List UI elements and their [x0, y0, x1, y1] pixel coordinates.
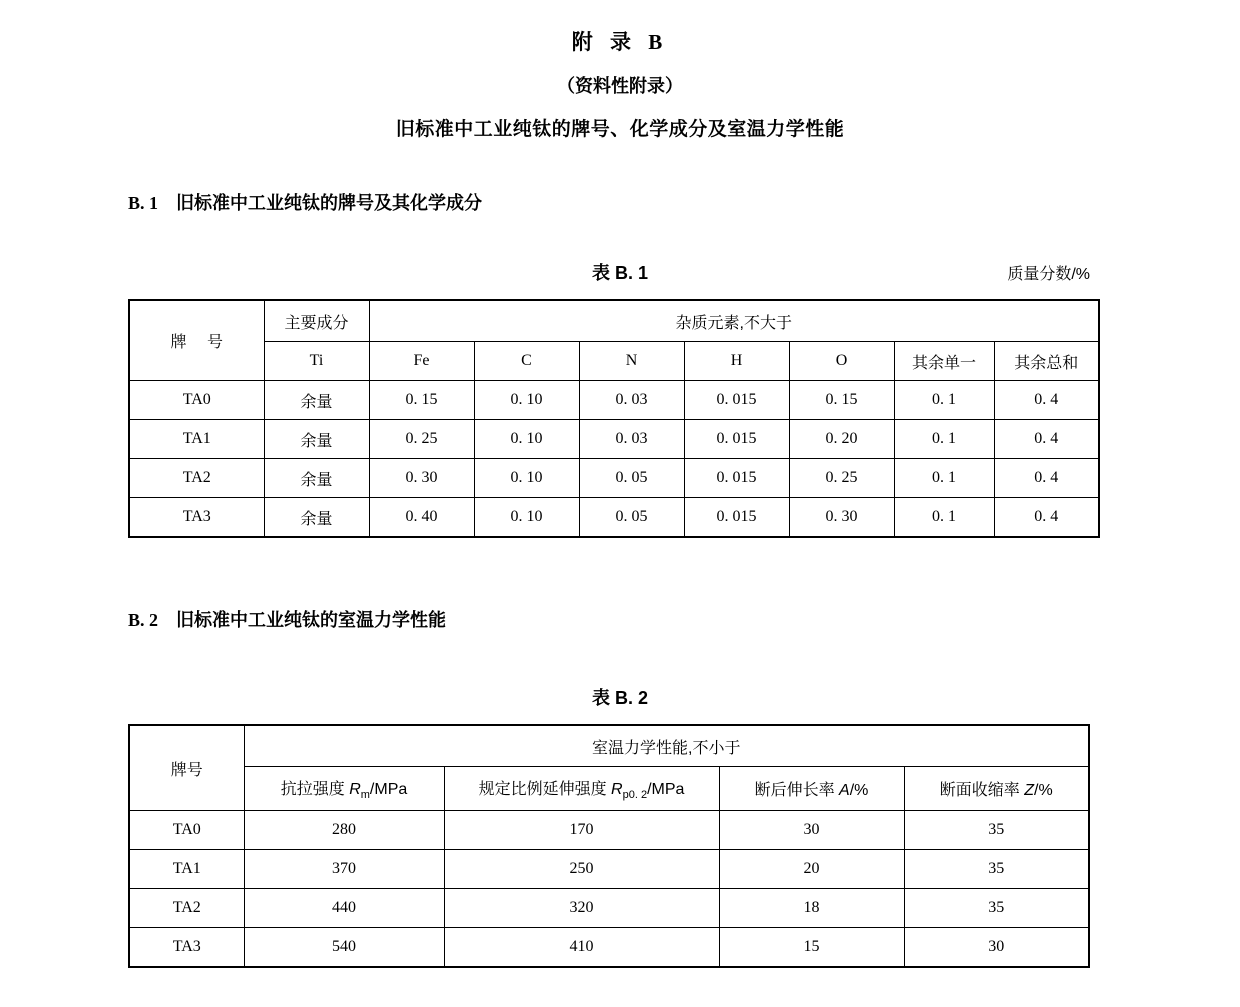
table-b2-cell-elongation: 20: [719, 850, 904, 889]
table-b2-cell-elongation: 30: [719, 811, 904, 850]
table-b2-col-elongation-symbol: A: [839, 782, 850, 799]
table-b1-cell-c: 0. 10: [474, 459, 579, 498]
table-b2-col-reduction: [904, 767, 1089, 811]
table-b1-header-main-component: 主要成分: [264, 300, 369, 342]
table-b2-header-row-1: [129, 725, 1089, 767]
table-b2-col-reduction-symbol: Z: [1024, 782, 1035, 799]
table-b2-col-proof-unit: /MPa: [647, 780, 685, 798]
table-b1-cell-c: 0. 10: [474, 381, 579, 420]
table-b1-cell-fe: 0. 25: [369, 420, 474, 459]
table-b1-cell-n: 0. 05: [579, 498, 684, 538]
table-b2-cell-brand: TA2: [129, 889, 244, 928]
table-b1-col-fe: Fe: [369, 342, 474, 381]
table-b2-cell-reduction: 35: [904, 811, 1089, 850]
table-b1-cell-c: 0. 10: [474, 420, 579, 459]
table-b1-cell-fe: 0. 30: [369, 459, 474, 498]
table-b2-cell-reduction: 35: [904, 850, 1089, 889]
table-b2-cell-tensile: 540: [244, 928, 444, 968]
table-b2-col-tensile-unit: /MPa: [369, 780, 408, 798]
table-b2-col-elongation: [719, 767, 904, 811]
table-b1-cell-single: 0. 1: [894, 459, 994, 498]
table-b2-cell-tensile: 440: [244, 889, 444, 928]
table-row: [129, 850, 1089, 889]
table-row: [129, 811, 1089, 850]
appendix-subtitle: （资料性附录）: [557, 76, 683, 96]
table-b1-col-single: 其余单一: [894, 342, 994, 381]
table-b2-cell-reduction: 35: [904, 889, 1089, 928]
table-b1-cell-n: 0. 03: [579, 381, 684, 420]
table-b1-cell-o: 0. 15: [789, 381, 894, 420]
table-b2-col-proof: [444, 767, 719, 811]
table-b1-cell-h: 0. 015: [684, 498, 789, 538]
appendix-title: 附 录 B: [571, 30, 669, 54]
table-b2-col-elongation-unit: /%: [849, 782, 869, 799]
document-page: [0, 26, 1240, 1007]
table-b1-cell-brand: TA2: [129, 459, 264, 498]
table-b1-cell-ti: 余量: [264, 420, 369, 459]
table-b2-caption: 表 B. 2: [591, 688, 648, 708]
table-b2-col-tensile: [244, 767, 444, 811]
table-b1-cell-total: 0. 4: [994, 498, 1099, 538]
table-b2-col-proof-label: 规定比例延伸强度: [478, 780, 612, 798]
table-b2-col-tensile-subscript: m: [360, 789, 370, 802]
table-b2-cell-tensile: 370: [244, 850, 444, 889]
table-b2: [128, 724, 1090, 968]
table-b1-col-c: C: [474, 342, 579, 381]
table-b1-cell-total: 0. 4: [994, 420, 1099, 459]
table-b1-col-ti: Ti: [264, 342, 369, 381]
table-b2-cell-elongation: 15: [719, 928, 904, 968]
table-b1-cell-o: 0. 20: [789, 420, 894, 459]
table-b2-header-brand: 牌号: [129, 725, 244, 811]
table-b1-header-row-2: [129, 342, 1099, 381]
appendix-description: 旧标准中工业纯钛的牌号、化学成分及室温力学性能: [395, 119, 845, 140]
table-b1: [128, 299, 1100, 538]
table-b1-cell-ti: 余量: [264, 498, 369, 538]
table-row: [129, 381, 1099, 420]
table-b1-caption-row: [0, 259, 1240, 285]
table-row: [129, 420, 1099, 459]
table-b1-header-brand: 牌 号: [129, 300, 264, 381]
table-b1-cell-single: 0. 1: [894, 381, 994, 420]
table-b1-cell-h: 0. 015: [684, 420, 789, 459]
table-b1-cell-brand: TA1: [129, 420, 264, 459]
table-b1-cell-single: 0. 1: [894, 498, 994, 538]
table-b2-col-elongation-label: 断后伸长率: [754, 782, 840, 799]
table-b2-header-group: 室温力学性能,不小于: [244, 725, 1089, 767]
table-b1-unit: 质量分数/%: [1007, 266, 1090, 283]
table-b2-col-tensile-symbol: R: [349, 780, 361, 798]
table-b2-cell-proof: 250: [444, 850, 719, 889]
table-b2-cell-brand: TA3: [129, 928, 244, 968]
table-b1-cell-total: 0. 4: [994, 381, 1099, 420]
table-b1-cell-h: 0. 015: [684, 381, 789, 420]
table-b1-cell-total: 0. 4: [994, 459, 1099, 498]
table-row: [129, 498, 1099, 538]
table-row: [129, 459, 1099, 498]
table-b2-header-row-2: [129, 767, 1089, 811]
table-b2-caption-row: [0, 684, 1240, 710]
table-b2-cell-proof: 410: [444, 928, 719, 968]
table-b1-col-o: O: [789, 342, 894, 381]
table-b1-col-h: H: [684, 342, 789, 381]
section-title-b2: 旧标准中工业纯钛的室温力学性能: [176, 610, 447, 630]
table-b1-cell-o: 0. 25: [789, 459, 894, 498]
table-b2-cell-brand: TA1: [129, 850, 244, 889]
table-b1-cell-brand: TA0: [129, 381, 264, 420]
table-b2-col-tensile-label: 抗拉强度: [280, 780, 350, 798]
table-b2-cell-tensile: 280: [244, 811, 444, 850]
table-b1-cell-brand: TA3: [129, 498, 264, 538]
table-b2-col-reduction-label: 断面收缩率: [939, 782, 1025, 799]
section-number-b1: B. 1: [128, 193, 159, 213]
table-b1-cell-o: 0. 30: [789, 498, 894, 538]
table-b1-caption: 表 B. 1: [591, 263, 648, 283]
table-b1-cell-n: 0. 03: [579, 420, 684, 459]
table-b2-cell-reduction: 30: [904, 928, 1089, 968]
table-b1-cell-ti: 余量: [264, 459, 369, 498]
section-number-b2: B. 2: [128, 610, 159, 630]
table-b1-cell-n: 0. 05: [579, 459, 684, 498]
table-b2-cell-proof: 320: [444, 889, 719, 928]
table-b1-cell-ti: 余量: [264, 381, 369, 420]
table-b1-cell-h: 0. 015: [684, 459, 789, 498]
section-heading-b1: [128, 189, 1240, 215]
table-b1-cell-c: 0. 10: [474, 498, 579, 538]
table-b1-cell-fe: 0. 40: [369, 498, 474, 538]
table-row: [129, 889, 1089, 928]
section-title-b1: 旧标准中工业纯钛的牌号及其化学成分: [176, 193, 483, 213]
table-b1-header-impurity-group: 杂质元素,不大于: [369, 300, 1099, 342]
table-b1-cell-fe: 0. 15: [369, 381, 474, 420]
table-b2-col-proof-symbol: R: [611, 780, 623, 798]
table-b2-cell-proof: 170: [444, 811, 719, 850]
table-b2-col-reduction-unit: /%: [1034, 782, 1053, 799]
table-b1-col-n: N: [579, 342, 684, 381]
section-heading-b2: [128, 606, 1240, 632]
table-b2-cell-elongation: 18: [719, 889, 904, 928]
table-b1-cell-single: 0. 1: [894, 420, 994, 459]
table-b1-header-row-1: [129, 300, 1099, 342]
table-b2-cell-brand: TA0: [129, 811, 244, 850]
table-b2-col-proof-subscript: p0. 2: [622, 789, 648, 802]
table-row: [129, 928, 1089, 968]
table-b1-col-total: 其余总和: [994, 342, 1099, 381]
